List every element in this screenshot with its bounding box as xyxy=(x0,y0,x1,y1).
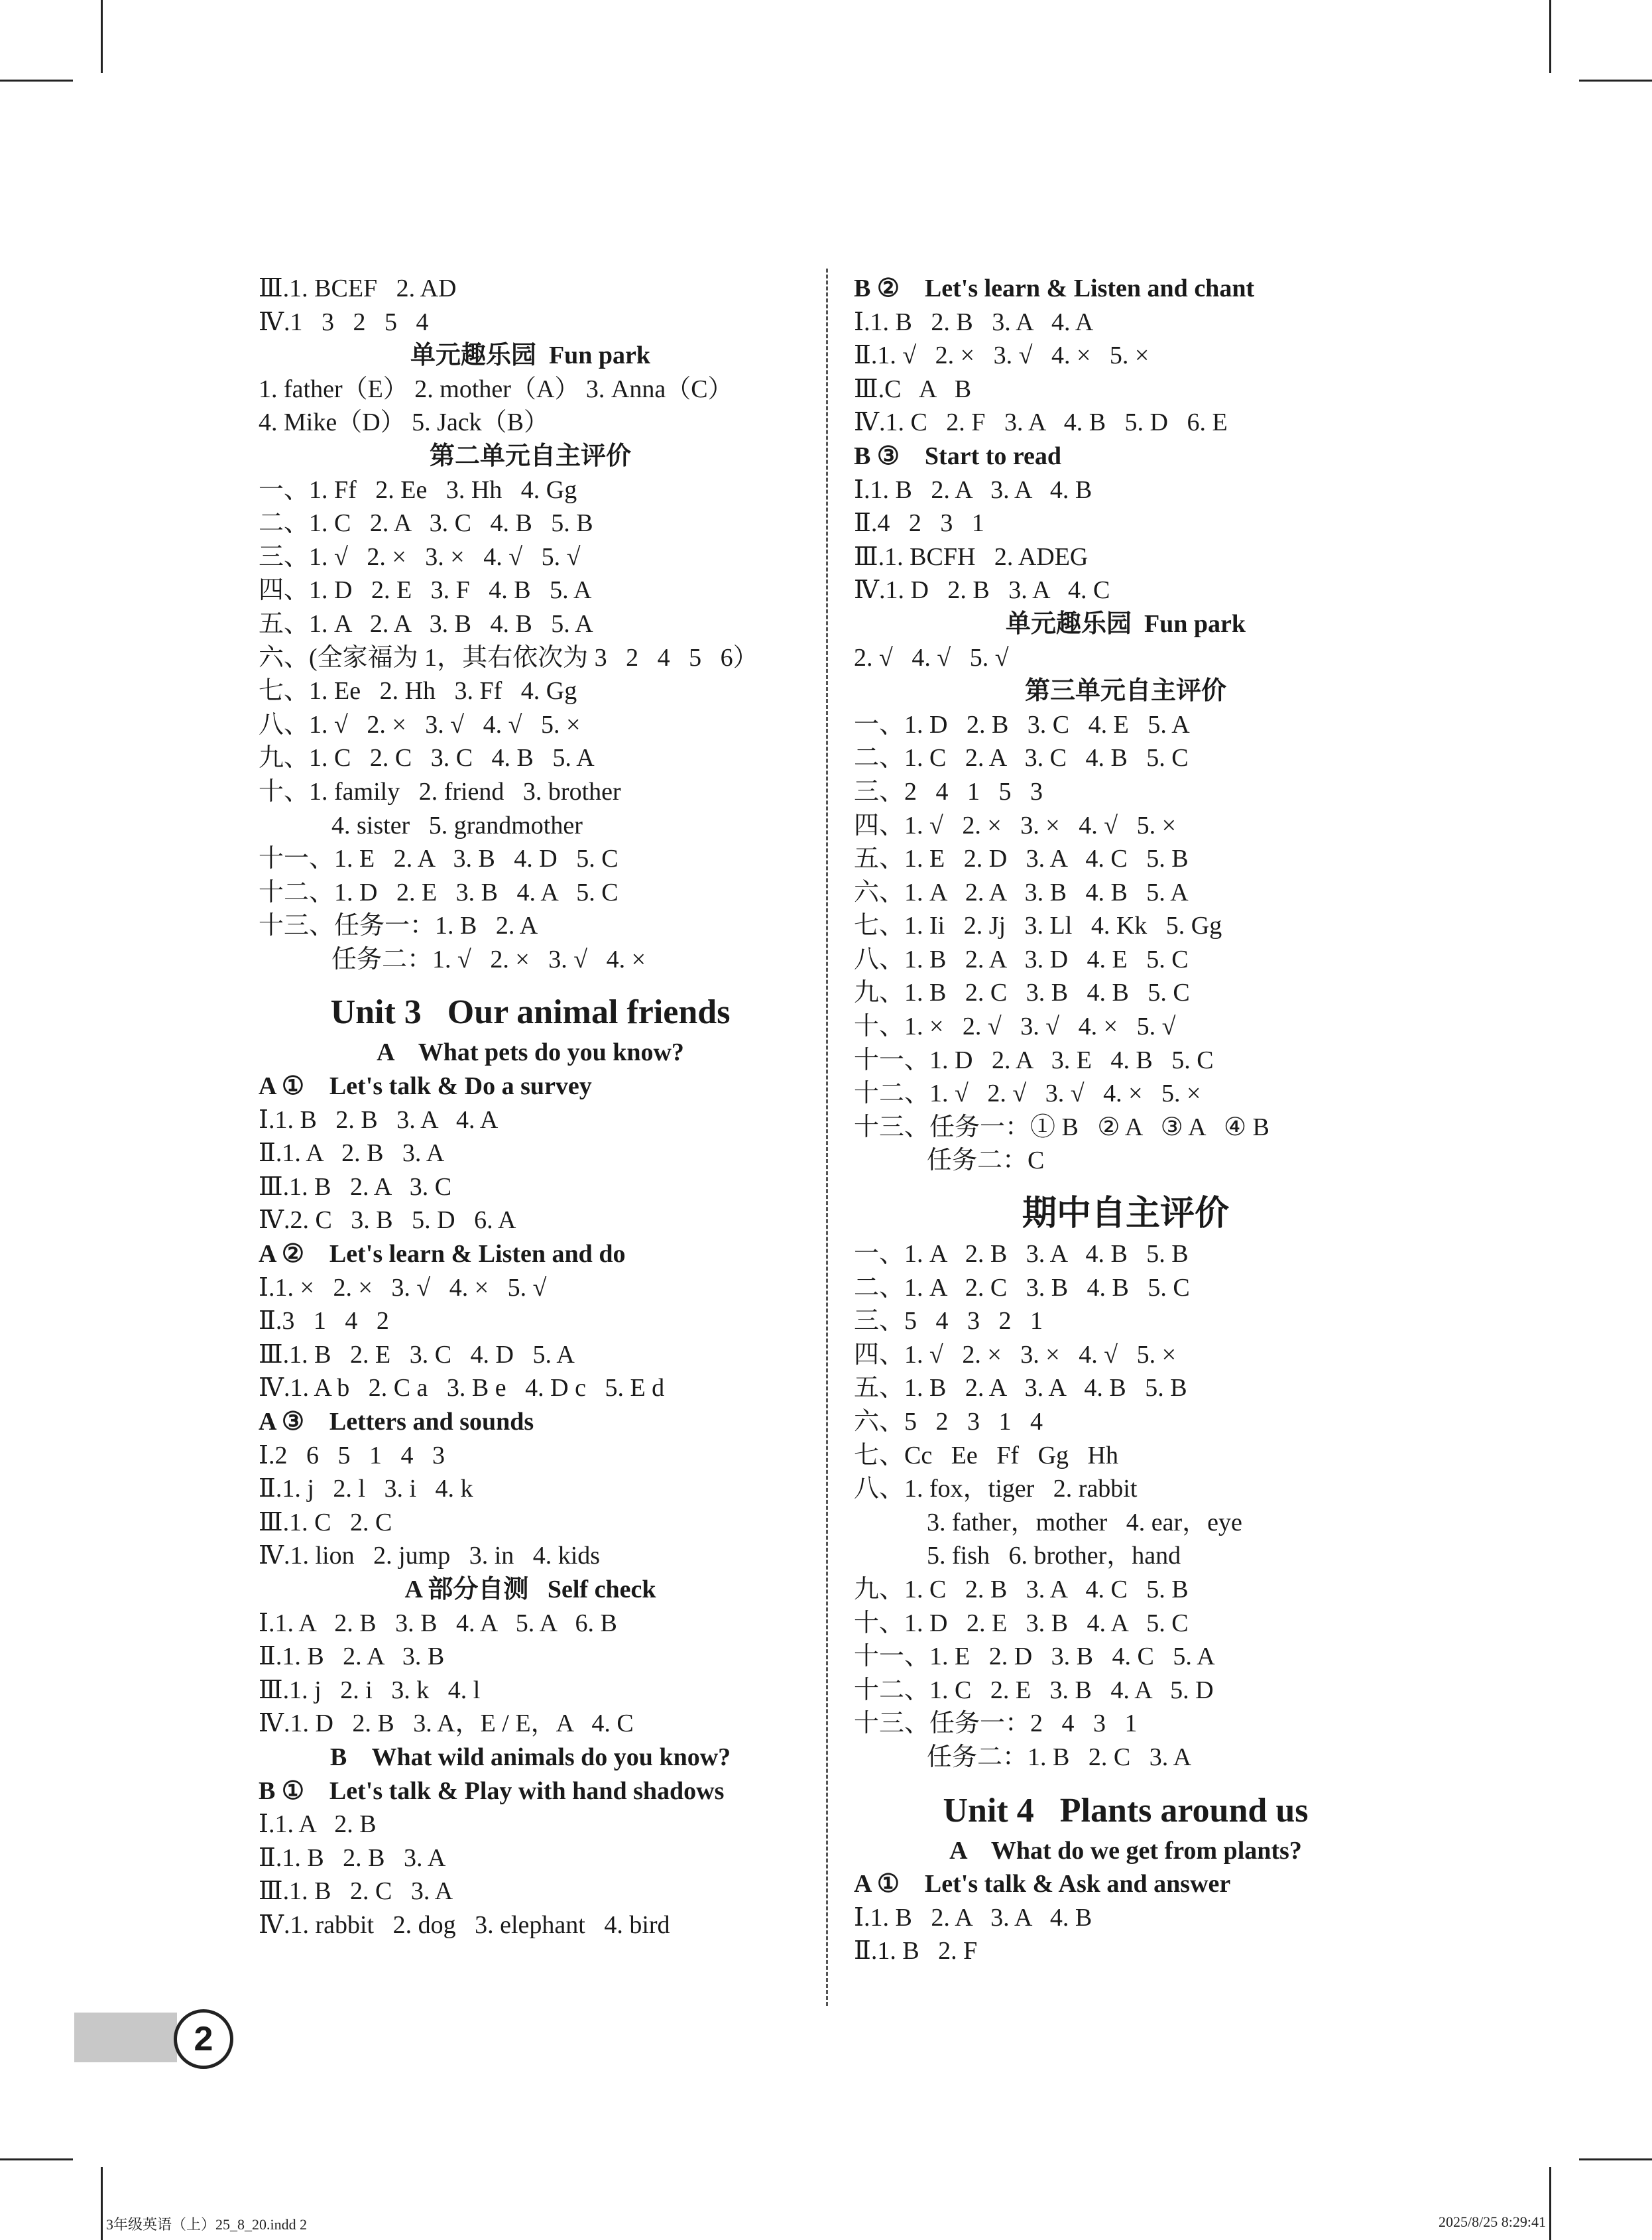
crop-mark xyxy=(1579,80,1652,82)
crop-mark xyxy=(1549,0,1551,73)
answer-line: 十三、任务一：2 4 3 1 xyxy=(854,1710,1138,1738)
lesson-heading: A ③ Letters and sounds xyxy=(259,1408,534,1436)
page-number: 2 xyxy=(174,2009,233,2069)
answer-line: 八、1. B 2. A 3. D 4. E 5. C xyxy=(854,945,1189,973)
unit-title: 期中自主评价 xyxy=(1022,1195,1229,1233)
lesson-heading: A ① Let's talk & Do a survey xyxy=(259,1072,592,1101)
section-heading: A What pets do you know? xyxy=(377,1038,684,1067)
crop-mark xyxy=(0,2158,73,2160)
crop-mark xyxy=(101,0,103,73)
answer-line: 十一、1. E 2. D 3. B 4. C 5. A xyxy=(854,1643,1215,1671)
answer-line: Ⅲ.1. B 2. A 3. C xyxy=(259,1172,452,1201)
answer-line: 一、1. D 2. B 3. C 4. E 5. A xyxy=(854,710,1190,739)
answer-line: Ⅰ.1. B 2. A 3. A 4. B xyxy=(854,1903,1092,1932)
answer-line: Ⅱ.1. A 2. B 3. A xyxy=(259,1139,445,1168)
crop-mark xyxy=(0,80,73,82)
answer-line: 七、1. Ii 2. Jj 3. Ll 4. Kk 5. Gg xyxy=(854,912,1222,940)
left-answer-column xyxy=(259,272,802,1942)
answer-line: Ⅱ.1. B 2. B 3. A xyxy=(259,1843,446,1872)
lesson-heading: B ② Let's learn & Listen and chant xyxy=(854,275,1255,302)
page-number-tab xyxy=(74,2013,177,2062)
answer-line: 十二、1. D 2. E 3. B 4. A 5. C xyxy=(259,878,619,906)
answer-line: Ⅳ.1. D 2. B 3. A 4. C xyxy=(854,576,1110,605)
answer-line: 4. Mike（D） 5. Jack（B） xyxy=(259,408,550,437)
answer-line: Ⅰ.1. B 2. B 3. A 4. A xyxy=(854,308,1094,336)
answer-line: Ⅲ.1. BCFH 2. ADEG xyxy=(854,542,1089,571)
column-divider xyxy=(826,269,828,2006)
answer-line: 四、1. √ 2. × 3. × 4. √ 5. × xyxy=(854,1340,1177,1369)
answer-line: Ⅳ.1. rabbit 2. dog 3. elephant 4. bird xyxy=(259,1910,670,1939)
answer-line: Ⅰ.1. B 2. B 3. A 4. A xyxy=(259,1105,499,1134)
answer-line: 二、1. A 2. C 3. B 4. B 5. C xyxy=(854,1273,1190,1302)
answer-line: 八、1. fox，tiger 2. rabbit xyxy=(854,1475,1138,1503)
section-heading: 单元趣乐园 Fun park xyxy=(1005,609,1246,638)
answer-line: Ⅱ.1. √ 2. × 3. √ 4. × 5. × xyxy=(854,342,1150,370)
answer-line: 十三、任务一：1. B 2. A xyxy=(259,912,538,940)
answer-line: 四、1. D 2. E 3. F 4. B 5. A xyxy=(259,576,592,605)
lesson-heading: B ③ Start to read xyxy=(854,442,1062,470)
answer-line: 九、1. C 2. B 3. A 4. C 5. B xyxy=(854,1575,1189,1603)
answer-line: Ⅱ.3 1 4 2 xyxy=(259,1307,389,1336)
answer-line: Ⅲ.1. C 2. C xyxy=(259,1508,392,1536)
answer-line: Ⅳ.1 3 2 5 4 xyxy=(259,308,429,336)
unit-title: Unit 4 Plants around us xyxy=(943,1791,1309,1830)
answer-line: 三、2 4 1 5 3 xyxy=(854,777,1043,806)
answer-line: 二、1. C 2. A 3. C 4. B 5. B xyxy=(259,509,593,538)
crop-mark xyxy=(101,2167,103,2240)
answer-line: 十、1. family 2. friend 3. brother xyxy=(259,777,621,806)
crop-mark xyxy=(1579,2158,1652,2160)
answer-line: Ⅰ.1. B 2. A 3. A 4. B xyxy=(854,475,1092,504)
section-heading: A What do we get from plants? xyxy=(949,1836,1302,1865)
answer-line: Ⅲ.1. B 2. E 3. C 4. D 5. A xyxy=(259,1340,575,1369)
answer-line: Ⅳ.1. lion 2. jump 3. in 4. kids xyxy=(259,1542,601,1570)
footer-file-name: 3年级英语（上）25_8_20.indd 2 xyxy=(106,2216,308,2233)
answer-line-continued: 3. father，mother 4. ear，eye xyxy=(927,1508,1242,1536)
answer-line: Ⅱ.1. B 2. A 3. B xyxy=(259,1643,445,1671)
answer-line: 三、1. √ 2. × 3. × 4. √ 5. √ xyxy=(259,542,581,571)
lesson-heading: A ① Let's talk & Ask and answer xyxy=(854,1870,1231,1898)
answer-line: Ⅲ.C A B xyxy=(854,375,972,403)
answer-line: Ⅳ.2. C 3. B 5. D 6. A xyxy=(259,1206,516,1235)
answer-line-continued: 5. fish 6. brother，hand xyxy=(927,1542,1181,1570)
answer-line: Ⅰ.1. A 2. B xyxy=(259,1810,377,1839)
answer-line: Ⅰ.1. × 2. × 3. √ 4. × 5. √ xyxy=(259,1273,547,1302)
answer-line: 十、1. × 2. √ 3. √ 4. × 5. √ xyxy=(854,1013,1176,1041)
unit-title: Unit 3 Our animal friends xyxy=(330,993,731,1032)
answer-line: Ⅱ.1. j 2. l 3. i 4. k xyxy=(259,1475,473,1503)
answer-line: Ⅰ.2 6 5 1 4 3 xyxy=(259,1441,445,1469)
answer-line: 十一、1. D 2. A 3. E 4. B 5. C xyxy=(854,1046,1214,1074)
crop-mark xyxy=(1549,2167,1551,2240)
answer-line: 九、1. B 2. C 3. B 4. B 5. C xyxy=(854,979,1190,1007)
section-heading: A 部分自测 Self check xyxy=(404,1575,656,1603)
answer-line: 七、Cc Ee Ff Gg Hh xyxy=(854,1441,1118,1469)
answer-line: 五、1. B 2. A 3. A 4. B 5. B xyxy=(854,1374,1187,1402)
answer-line: Ⅱ.1. B 2. F xyxy=(854,1937,978,1965)
answer-line: 七、1. Ee 2. Hh 3. Ff 4. Gg xyxy=(259,677,577,706)
answer-line-continued: 任务二：1. B 2. C 3. A xyxy=(927,1743,1192,1771)
answer-line: 六、5 2 3 1 4 xyxy=(854,1408,1043,1436)
answer-line-continued: 任务二：1. √ 2. × 3. √ 4. × xyxy=(331,945,646,973)
answer-line: Ⅲ.1. j 2. i 3. k 4. l xyxy=(259,1676,481,1704)
answer-line: 四、1. √ 2. × 3. × 4. √ 5. × xyxy=(854,811,1177,840)
answer-line: 十二、1. √ 2. √ 3. √ 4. × 5. × xyxy=(854,1080,1201,1108)
answer-line: 十三、任务一：① B ② A ③ A ④ B xyxy=(854,1113,1269,1141)
answer-line: 一、1. A 2. B 3. A 4. B 5. B xyxy=(854,1240,1189,1269)
answer-line-continued: 4. sister 5. grandmother xyxy=(331,811,583,840)
answer-line: 五、1. E 2. D 3. A 4. C 5. B xyxy=(854,845,1189,873)
answer-line: Ⅱ.4 2 3 1 xyxy=(854,509,984,538)
answer-line: 十一、1. E 2. A 3. B 4. D 5. C xyxy=(259,845,619,873)
answer-line: Ⅳ.1. C 2. F 3. A 4. B 5. D 6. E xyxy=(854,408,1228,437)
answer-line: 六、1. A 2. A 3. B 4. B 5. A xyxy=(854,878,1189,906)
answer-line: 十、1. D 2. E 3. B 4. A 5. C xyxy=(854,1609,1189,1637)
answer-line-continued: 任务二：C xyxy=(927,1147,1045,1175)
answer-line: Ⅰ.1. A 2. B 3. B 4. A 5. A 6. B xyxy=(259,1609,617,1637)
answer-line: 九、1. C 2. C 3. C 4. B 5. A xyxy=(259,744,595,773)
section-heading: 第二单元自主评价 xyxy=(429,442,631,470)
answer-line: 六、(全家福为 1，其右依次为 3 2 4 5 6） xyxy=(259,643,758,672)
answer-line: Ⅳ.1. A b 2. C a 3. B e 4. D c 5. E d xyxy=(259,1374,665,1402)
answer-line: Ⅲ.1. B 2. C 3. A xyxy=(259,1877,453,1906)
answer-line: 五、1. A 2. A 3. B 4. B 5. A xyxy=(259,609,593,638)
answer-line: Ⅳ.1. D 2. B 3. A，E / E，A 4. C xyxy=(259,1710,634,1738)
answer-line: 三、5 4 3 2 1 xyxy=(854,1307,1043,1336)
answer-line: 1. father（E） 2. mother（A） 3. Anna（C） xyxy=(259,375,733,403)
answer-line: 十二、1. C 2. E 3. B 4. A 5. D xyxy=(854,1676,1214,1704)
answer-line: Ⅲ.1. BCEF 2. AD xyxy=(259,275,457,302)
lesson-heading: B ① Let's talk & Play with hand shadows xyxy=(259,1776,725,1805)
answer-line: 一、1. Ff 2. Ee 3. Hh 4. Gg xyxy=(259,475,577,504)
section-heading: 第三单元自主评价 xyxy=(1024,677,1226,706)
answer-line: 二、1. C 2. A 3. C 4. B 5. C xyxy=(854,744,1189,773)
section-heading: B What wild animals do you know? xyxy=(329,1743,731,1771)
answer-line: 八、1. √ 2. × 3. √ 4. √ 5. × xyxy=(259,710,581,739)
section-heading: 单元趣乐园 Fun park xyxy=(410,342,651,370)
footer-timestamp: 2025/8/25 8:29:41 xyxy=(1439,2213,1546,2230)
answer-line: 2. √ 4. √ 5. √ xyxy=(854,643,1009,672)
right-answer-column xyxy=(854,272,1397,1968)
lesson-heading: A ② Let's learn & Listen and do xyxy=(259,1240,626,1269)
